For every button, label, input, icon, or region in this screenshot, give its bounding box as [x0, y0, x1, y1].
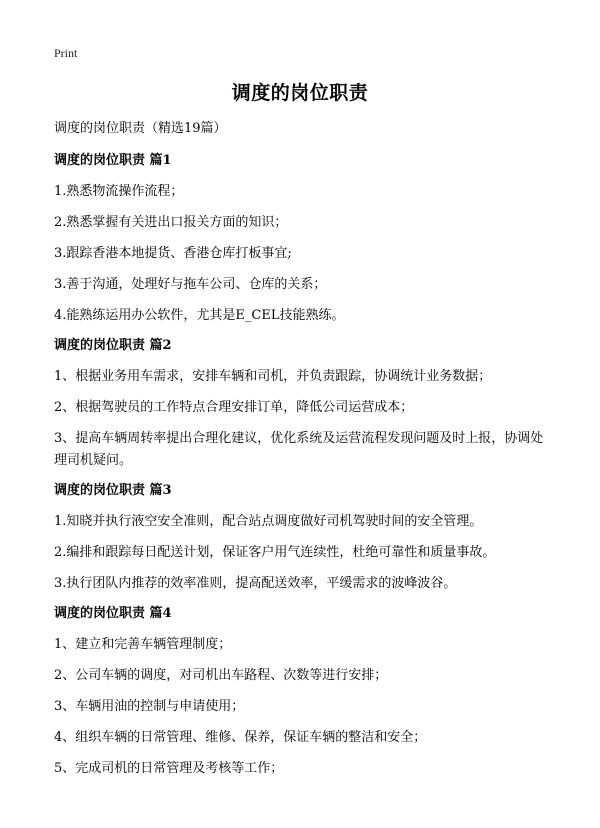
list-item: 3.执行团队内推荐的效率准则，提高配送效率，平缓需求的波峰波谷。 [54, 576, 457, 591]
section-heading: 调度的岗位职责 篇2 [54, 338, 172, 353]
document-body [54, 118, 554, 789]
list-item: 1、建立和完善车辆管理制度； [54, 637, 232, 652]
section-3 [54, 481, 554, 595]
list-item: 3、提高车辆周转率提出合理化建议，优化系统及运营流程发现问题及时上报，协调处理司机疑问。 [54, 431, 544, 468]
list-item: 2.编排和跟踪每日配送计划，保证客户用气连续性，杜绝可靠性和质量事故。 [54, 545, 496, 560]
list-item: 3.善于沟通，处理好与拖车公司、仓库的关系； [54, 277, 327, 292]
section-heading: 调度的岗位职责 篇4 [54, 606, 172, 621]
list-item: 1、根据业务用车需求，安排车辆和司机，并负责跟踪，协调统计业务数据； [54, 369, 492, 384]
section-4 [54, 604, 554, 780]
document-subtitle: 调度的岗位职责（精选19篇） [54, 121, 227, 136]
list-item: 4、组织车辆的日常管理、维修、保养，保证车辆的整洁和安全； [54, 730, 427, 745]
section-1 [54, 151, 554, 327]
list-item: 2.熟悉掌握有关进出口报关方面的知识； [54, 215, 288, 230]
page-title: 调度的岗位职责 [231, 82, 369, 104]
list-item: 3、车辆用油的控制与申请使用； [54, 699, 245, 714]
list-item: 4.能熟练运用办公软件，尤其是E_CEL技能熟练。 [54, 308, 345, 323]
section-heading: 调度的岗位职责 篇1 [54, 153, 172, 168]
list-item: 3.跟踪香港本地提货、香港仓库打板事宜; [54, 246, 292, 261]
list-item: 5、完成司机的日常管理及考核等工作； [54, 761, 284, 776]
section-heading: 调度的岗位职责 篇3 [54, 483, 172, 498]
print-link[interactable]: Print [54, 46, 78, 60]
list-item: 1.知晓并执行液空安全准则，配合站点调度做好司机驾驶时间的安全管理。 [54, 514, 483, 529]
list-item: 2、根据驾驶员的工作特点合理安排订单，降低公司运营成本； [54, 400, 414, 415]
list-item: 2、公司车辆的调度，对司机出车路程、次数等进行安排； [54, 668, 388, 683]
list-item: 1.熟悉物流操作流程； [54, 184, 184, 199]
section-2 [54, 336, 554, 472]
